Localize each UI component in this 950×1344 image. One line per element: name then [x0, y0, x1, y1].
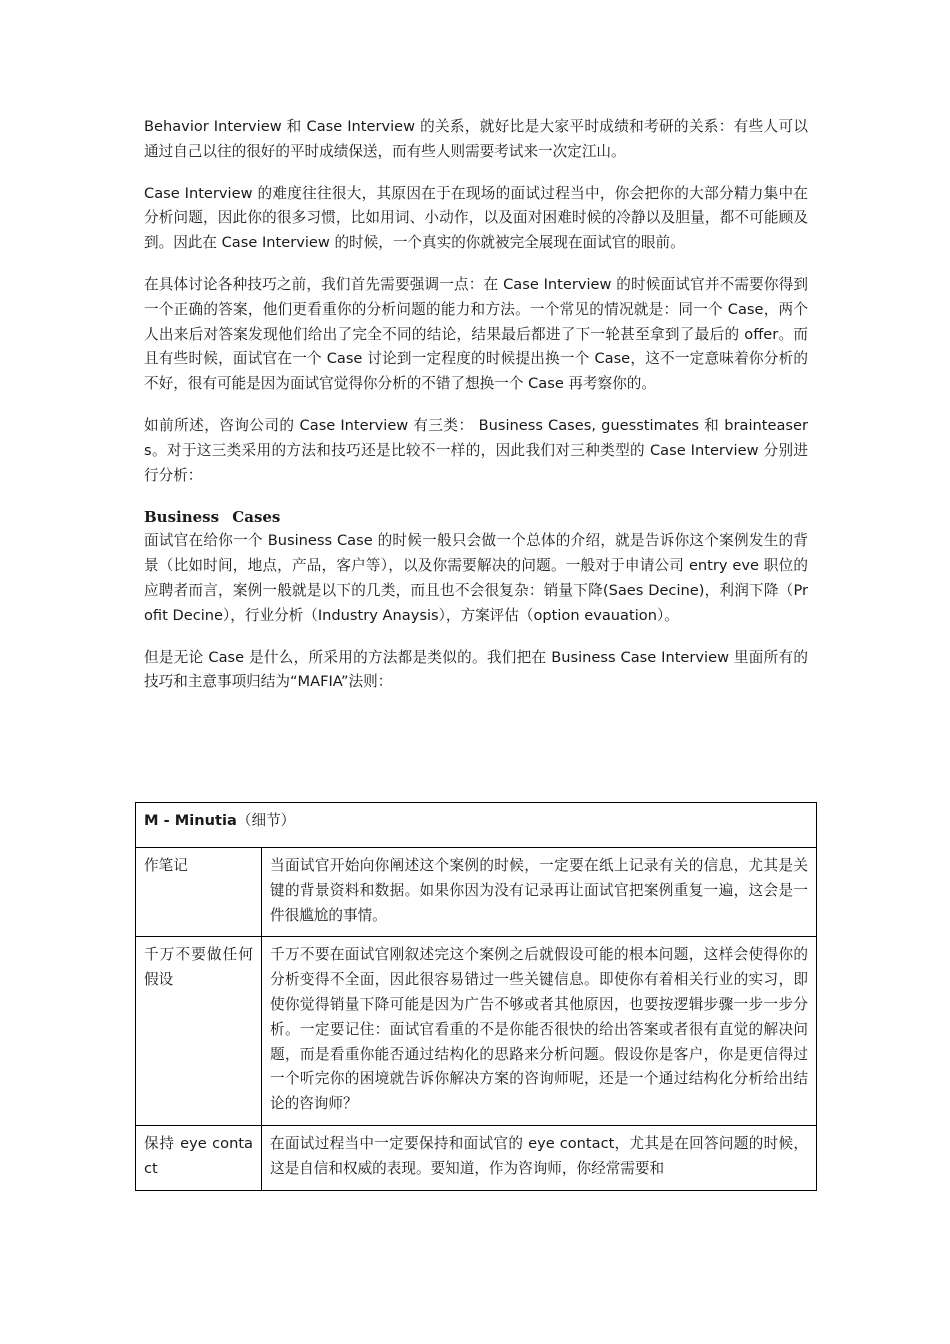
paragraph-three-case-types: 如前所述，咨询公司的 Case Interview 有三类： Business Cases, guesstimates 和 brainteasers。对于这三类采用的方法和技巧还是比较不一样的，因此我们对三种类型的 Case Interview 分别进行分析： — [144, 416, 808, 484]
mafia-minutia-table — [135, 802, 817, 1191]
table-header-subtitle: （细节） — [236, 812, 296, 829]
paragraph-business-case-intro: 面试官在给你一个 Business Case 的时候一般只会做一个总体的介绍，就是告诉你这个案例发生的背景（比如时间，地点，产品，客户等），以及你需要解决的问题。一般对于申请公司 entry eve 职位的应聘者而言，案例一般就是以下的几类，而且也不会很复杂：销量下降(Saes Decine)，利润下降（Profit Decine），行业分析（Industry Anaysis），方案评估（option evauation）。 — [144, 532, 808, 624]
table-row — [136, 1125, 817, 1190]
paragraph-behavior-vs-case: Behavior Interview 和 Case Interview 的关系，就好比是大家平时成绩和考研的关系：有些人可以通过自己以往的很好的平时成绩保送，而有些人则需要考试来一次定江山。 — [144, 118, 808, 160]
paragraph-no-correct-answer: 在具体讨论各种技巧之前，我们首先需要强调一点：在 Case Interview 的时候面试官并不需要你得到一个正确的答案，他们更看重你的分析问题的能力和方法。一个常见的情况就是：同一个 Case，两个人出来后对答案发现他们给出了完全不同的结论，结果最后都进了下一轮甚至拿到了最后的 offer。而且有些时候，面试官在一个 Case 讨论到一定程度的时候提出换一个 Case，这不一定意味着你分析的不好，很有可能是因为面试官觉得你分析的不错了想换一个 Case 再考察你的。 — [144, 275, 808, 393]
table-row-label: 保持 eye contact — [136, 1125, 262, 1190]
paragraph-mafia-rule: 但是无论 Case 是什么，所采用的方法都是类似的。我们把在 Business Case Interview 里面所有的技巧和主意事项归结为“MAFIA”法则： — [144, 648, 808, 691]
table-header-row — [136, 803, 817, 848]
table-row-label: 千万不要做任何假设 — [136, 937, 262, 1126]
table-row-label: 作笔记 — [136, 848, 262, 937]
document-body — [144, 115, 808, 712]
table-row — [136, 848, 817, 937]
table-header-cell — [136, 803, 817, 848]
table-row-text: 千万不要在面试官刚叙述完这个案例之后就假设可能的根本问题，这样会使得你的分析变得不全面，因此很容易错过一些关键信息。即使你有着相关行业的实习，即使你觉得销量下降可能是因为广告不够或者其他原因，也要按逻辑步骤一步一步分析。一定要记住：面试官看重的不是你能否很快的给出答案或者很有直觉的解决问题，而是看重你能否通过结构化的思路来分析问题。假设你是客户，你是更信得过一个听完你的困境就告诉你解决方案的咨询师呢，还是一个通过结构化分析给出结论的咨询师？ — [262, 937, 817, 1126]
table-row-text: 在面试过程当中一定要保持和面试官的 eye contact，尤其是在回答问题的时候，这是自信和权威的表现。要知道，作为咨询师，你经常需要和 — [262, 1125, 817, 1190]
paragraph-case-difficulty: Case Interview 的难度往往很大，其原因在于在现场的面试过程当中，你会把你的大部分精力集中在分析问题，因此你的很多习惯，比如用词、小动作，以及面对困难时候的冷静以及胆量，都不可能顾及到。因此在 Case Interview 的时候，一个真实的你就被完全展现在面试官的眼前。 — [144, 184, 808, 252]
table-row-text: 当面试官开始向你阐述这个案例的时候，一定要在纸上记录有关的信息，尤其是关键的背景资料和数据。如果你因为没有记录再让面试官把案例重复一遍，这会是一件很尴尬的事情。 — [262, 848, 817, 937]
table-header-title: M - Minutia — [144, 812, 237, 829]
section-heading-business-cases: Business Cases — [144, 508, 281, 527]
table-row — [136, 937, 817, 1126]
